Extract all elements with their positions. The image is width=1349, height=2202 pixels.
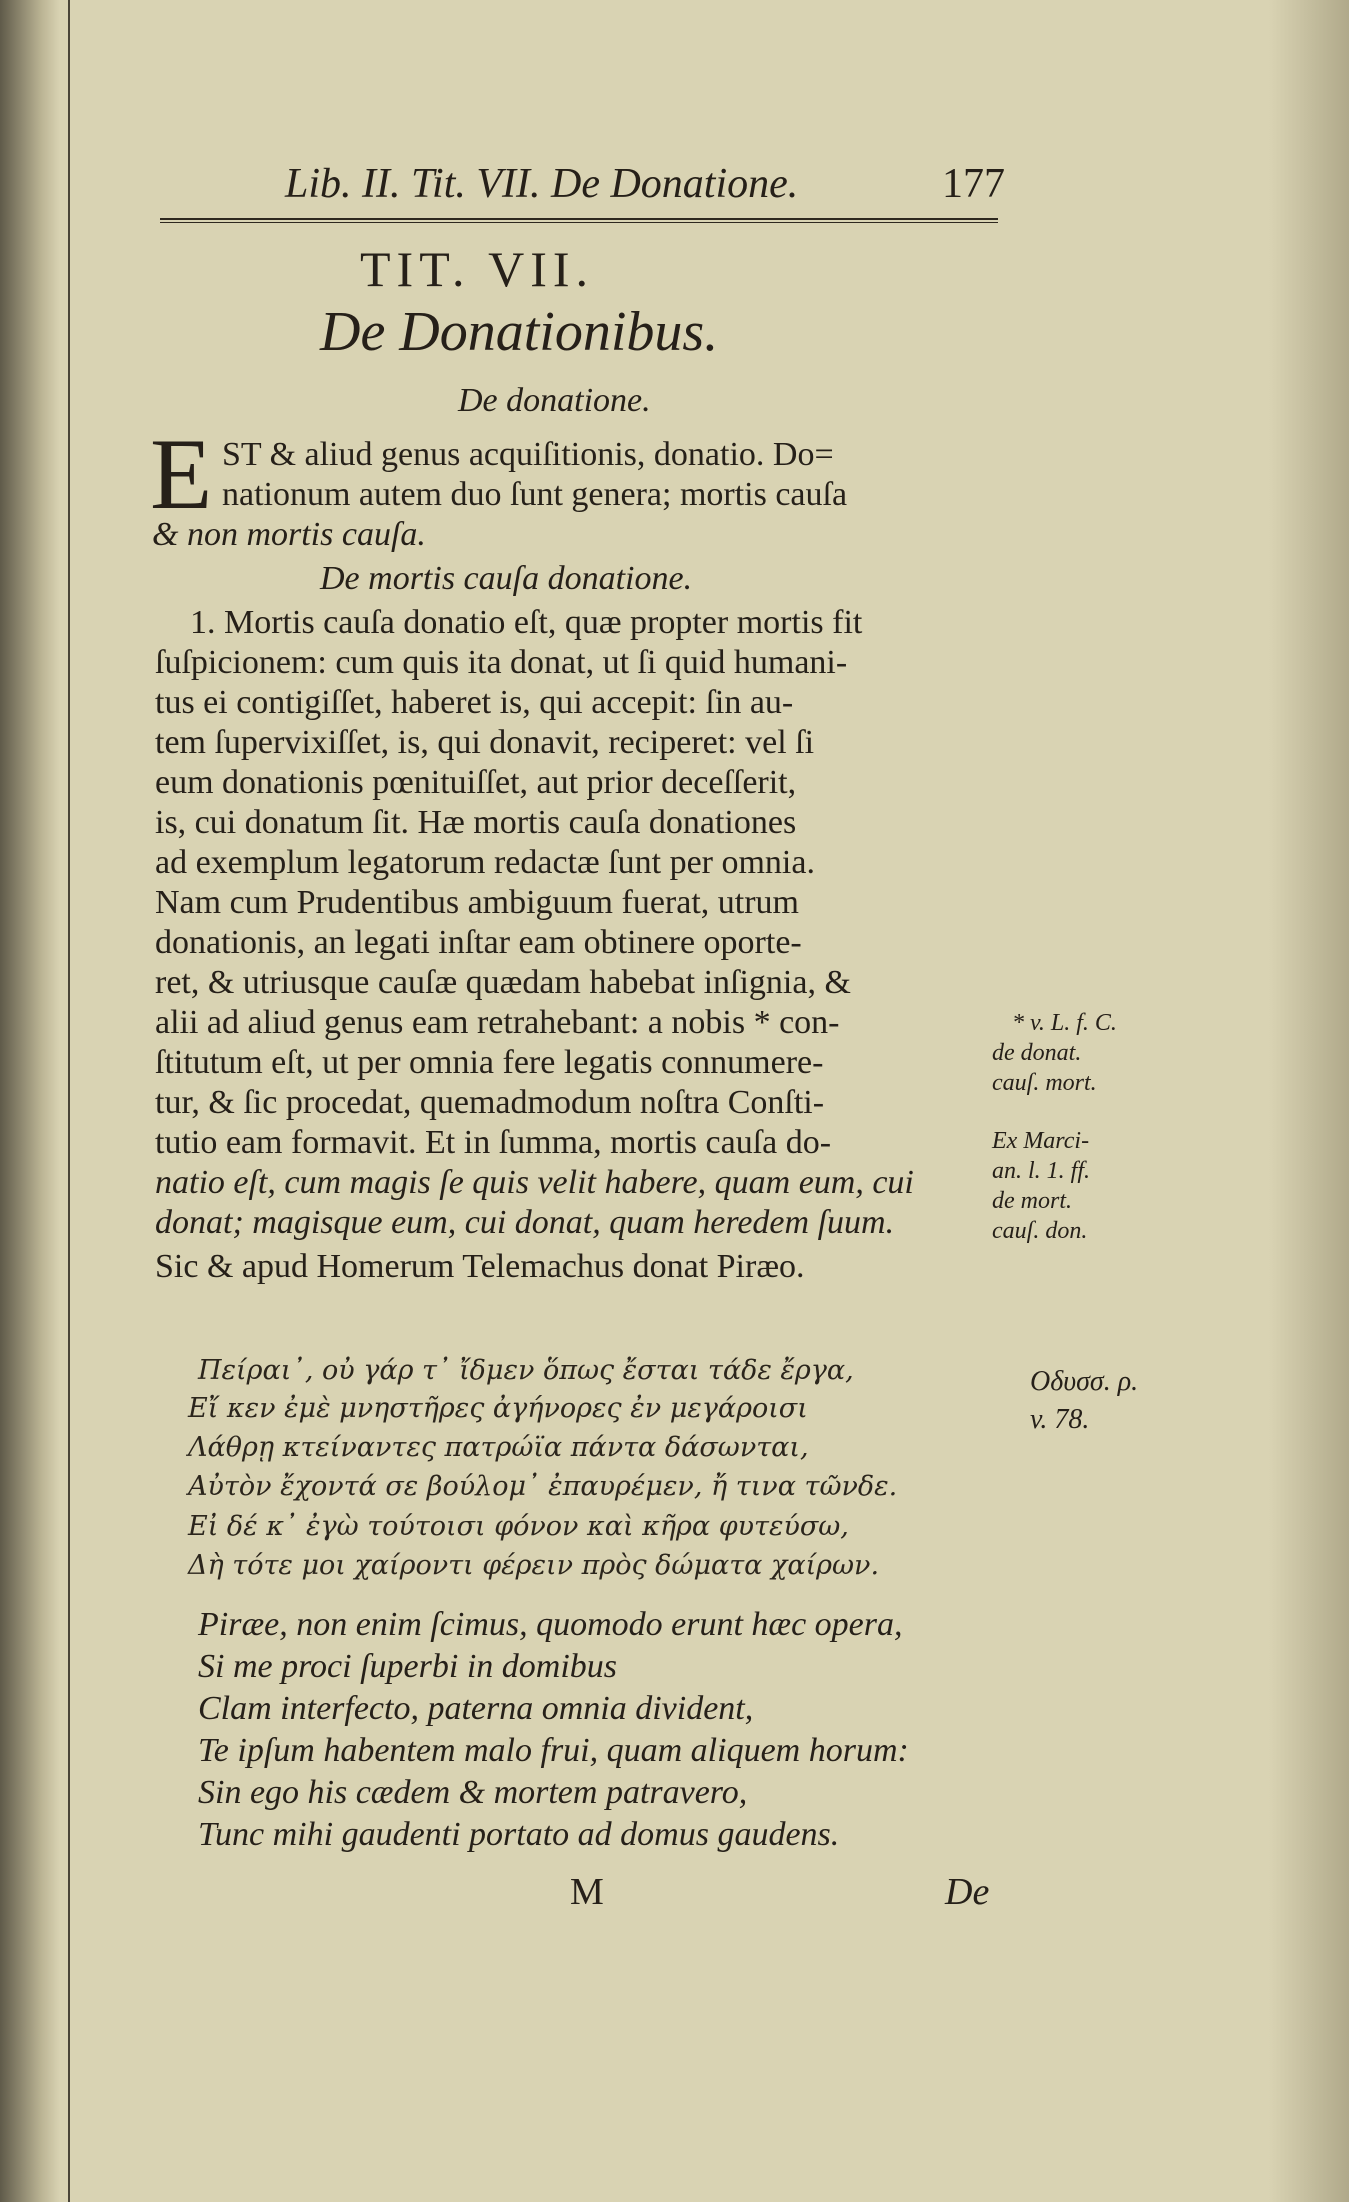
text-line: ad exemplum legatorum redactæ ſunt per omnia.	[155, 844, 815, 881]
drop-cap: E	[150, 418, 213, 531]
subheading: De mortis cauſa donatione.	[320, 560, 693, 597]
catchword: De	[945, 1871, 990, 1913]
greek-verse: Λάθρῃ κτείναντες πατρώϊα πάντα δάσωνται,	[188, 1432, 809, 1463]
margin-note-line: de mort.	[992, 1188, 1072, 1214]
text-line: & non mortis cauſa.	[152, 516, 426, 553]
text-line: is, cui donatum ſit. Hæ mortis cauſa donationes	[155, 804, 797, 841]
text-line: alii ad aliud genus eam retrahebant: a nobis * con-	[155, 1004, 840, 1041]
latin-verse: Tunc mihi gaudenti portato ad domus gaudens.	[198, 1816, 840, 1853]
signature-mark: M	[570, 1871, 604, 1913]
section-heading: De donatione.	[458, 382, 651, 419]
running-header	[285, 160, 1005, 208]
margin-note-line: * v. L. f. C.	[1012, 1010, 1117, 1036]
margin-note-greek: Οδυσσ. ρ.	[1030, 1366, 1139, 1397]
text-line: tus ei contigiſſet, haberet is, qui accepit: ſin au-	[155, 684, 794, 721]
text-line: donat; magisque eum, cui donat, quam heredem ſuum.	[155, 1204, 895, 1241]
greek-verse: Δὴ τότε μοι χαίροντι φέρειν πρὸς δώματα χαίρων.	[188, 1550, 880, 1581]
margin-note-line: cauſ. mort.	[992, 1070, 1097, 1096]
chapter-title: TIT. VII.	[360, 241, 595, 297]
text-line: donationis, an legati inſtar eam obtinere oporte-	[155, 924, 802, 961]
text-line: natio eſt, cum magis ſe quis velit habere, quam eum, cui	[155, 1164, 914, 1201]
latin-verse: Te ipſum habentem malo frui, quam aliquem horum:	[198, 1732, 909, 1769]
latin-verse: Sin ego his cædem & mortem patravero,	[198, 1774, 748, 1811]
running-title: Lib. II. Tit. VII. De Donatione.	[285, 161, 799, 207]
text-line: ſuſpicionem: cum quis ita donat, ut ſi quid humani-	[155, 644, 848, 681]
text-line: tur, & ſic procedat, quemadmodum noſtra Conſti-	[155, 1084, 825, 1121]
binding-shadow	[0, 0, 60, 2202]
text-line: Sic & apud Homerum Telemachus donat Piræo.	[155, 1248, 805, 1285]
text-line: Nam cum Prudentibus ambiguum fuerat, utrum	[155, 884, 799, 921]
text-line: tutio eam formavit. Et in ſumma, mortis cauſa do-	[155, 1124, 832, 1161]
latin-verse: Si me proci ſuperbi in domibus	[198, 1648, 617, 1685]
margin-note-greek: v. 78.	[1030, 1404, 1090, 1435]
text-line: ſtitutum eſt, ut per omnia fere legatis connumere-	[155, 1044, 824, 1081]
text-line: ret, & utriusque cauſæ quædam habebat inſignia, &	[155, 964, 851, 1001]
margin-note-line: an. l. 1. ff.	[992, 1158, 1091, 1184]
text-line: 1. Mortis cauſa donatio eſt, quæ propter mortis fit	[190, 604, 863, 641]
margin-note-line: Ex Marci-	[992, 1128, 1090, 1154]
page-number: 177	[942, 161, 1005, 207]
latin-verse: Clam interfecto, paterna omnia divident,	[198, 1690, 754, 1727]
chapter-subtitle: De Donationibus.	[320, 301, 719, 363]
binding-line	[68, 0, 70, 2202]
greek-verse: Εἰ δέ κ᾿ ἐγὼ τούτοισι φόνον καὶ κῆρα φυτεύσω,	[188, 1511, 849, 1542]
margin-note-line: de donat.	[992, 1040, 1082, 1066]
page-edge-shadow	[1269, 0, 1349, 2202]
margin-note-line: cauſ. don.	[992, 1218, 1088, 1244]
greek-verse: Αὐτὸν ἔχοντά σε βούλομ᾿ ἐπαυρέμεν, ἤ τινα τῶνδε.	[188, 1471, 898, 1502]
greek-verse: Εἴ κεν ἐμὲ μνηστῆρες ἀγήνορες ἐν μεγάροισι	[188, 1393, 808, 1424]
greek-verse: Πείραι᾿, οὐ γάρ τ᾿ ἴδμεν ὅπως ἔσται τάδε ἔργα,	[198, 1355, 854, 1386]
header-rule	[160, 218, 998, 223]
text-line: tem ſupervixiſſet, is, qui donavit, reciperet: vel ſi	[155, 724, 815, 761]
text-line: ST & aliud genus acquiſitionis, donatio. Do=	[222, 436, 834, 473]
text-line: eum donationis pœnituiſſet, aut prior deceſſerit,	[155, 764, 797, 801]
text-line: nationum autem duo ſunt genera; mortis cauſa	[222, 476, 848, 513]
latin-verse: Piræe, non enim ſcimus, quomodo erunt hæc opera,	[198, 1606, 903, 1643]
